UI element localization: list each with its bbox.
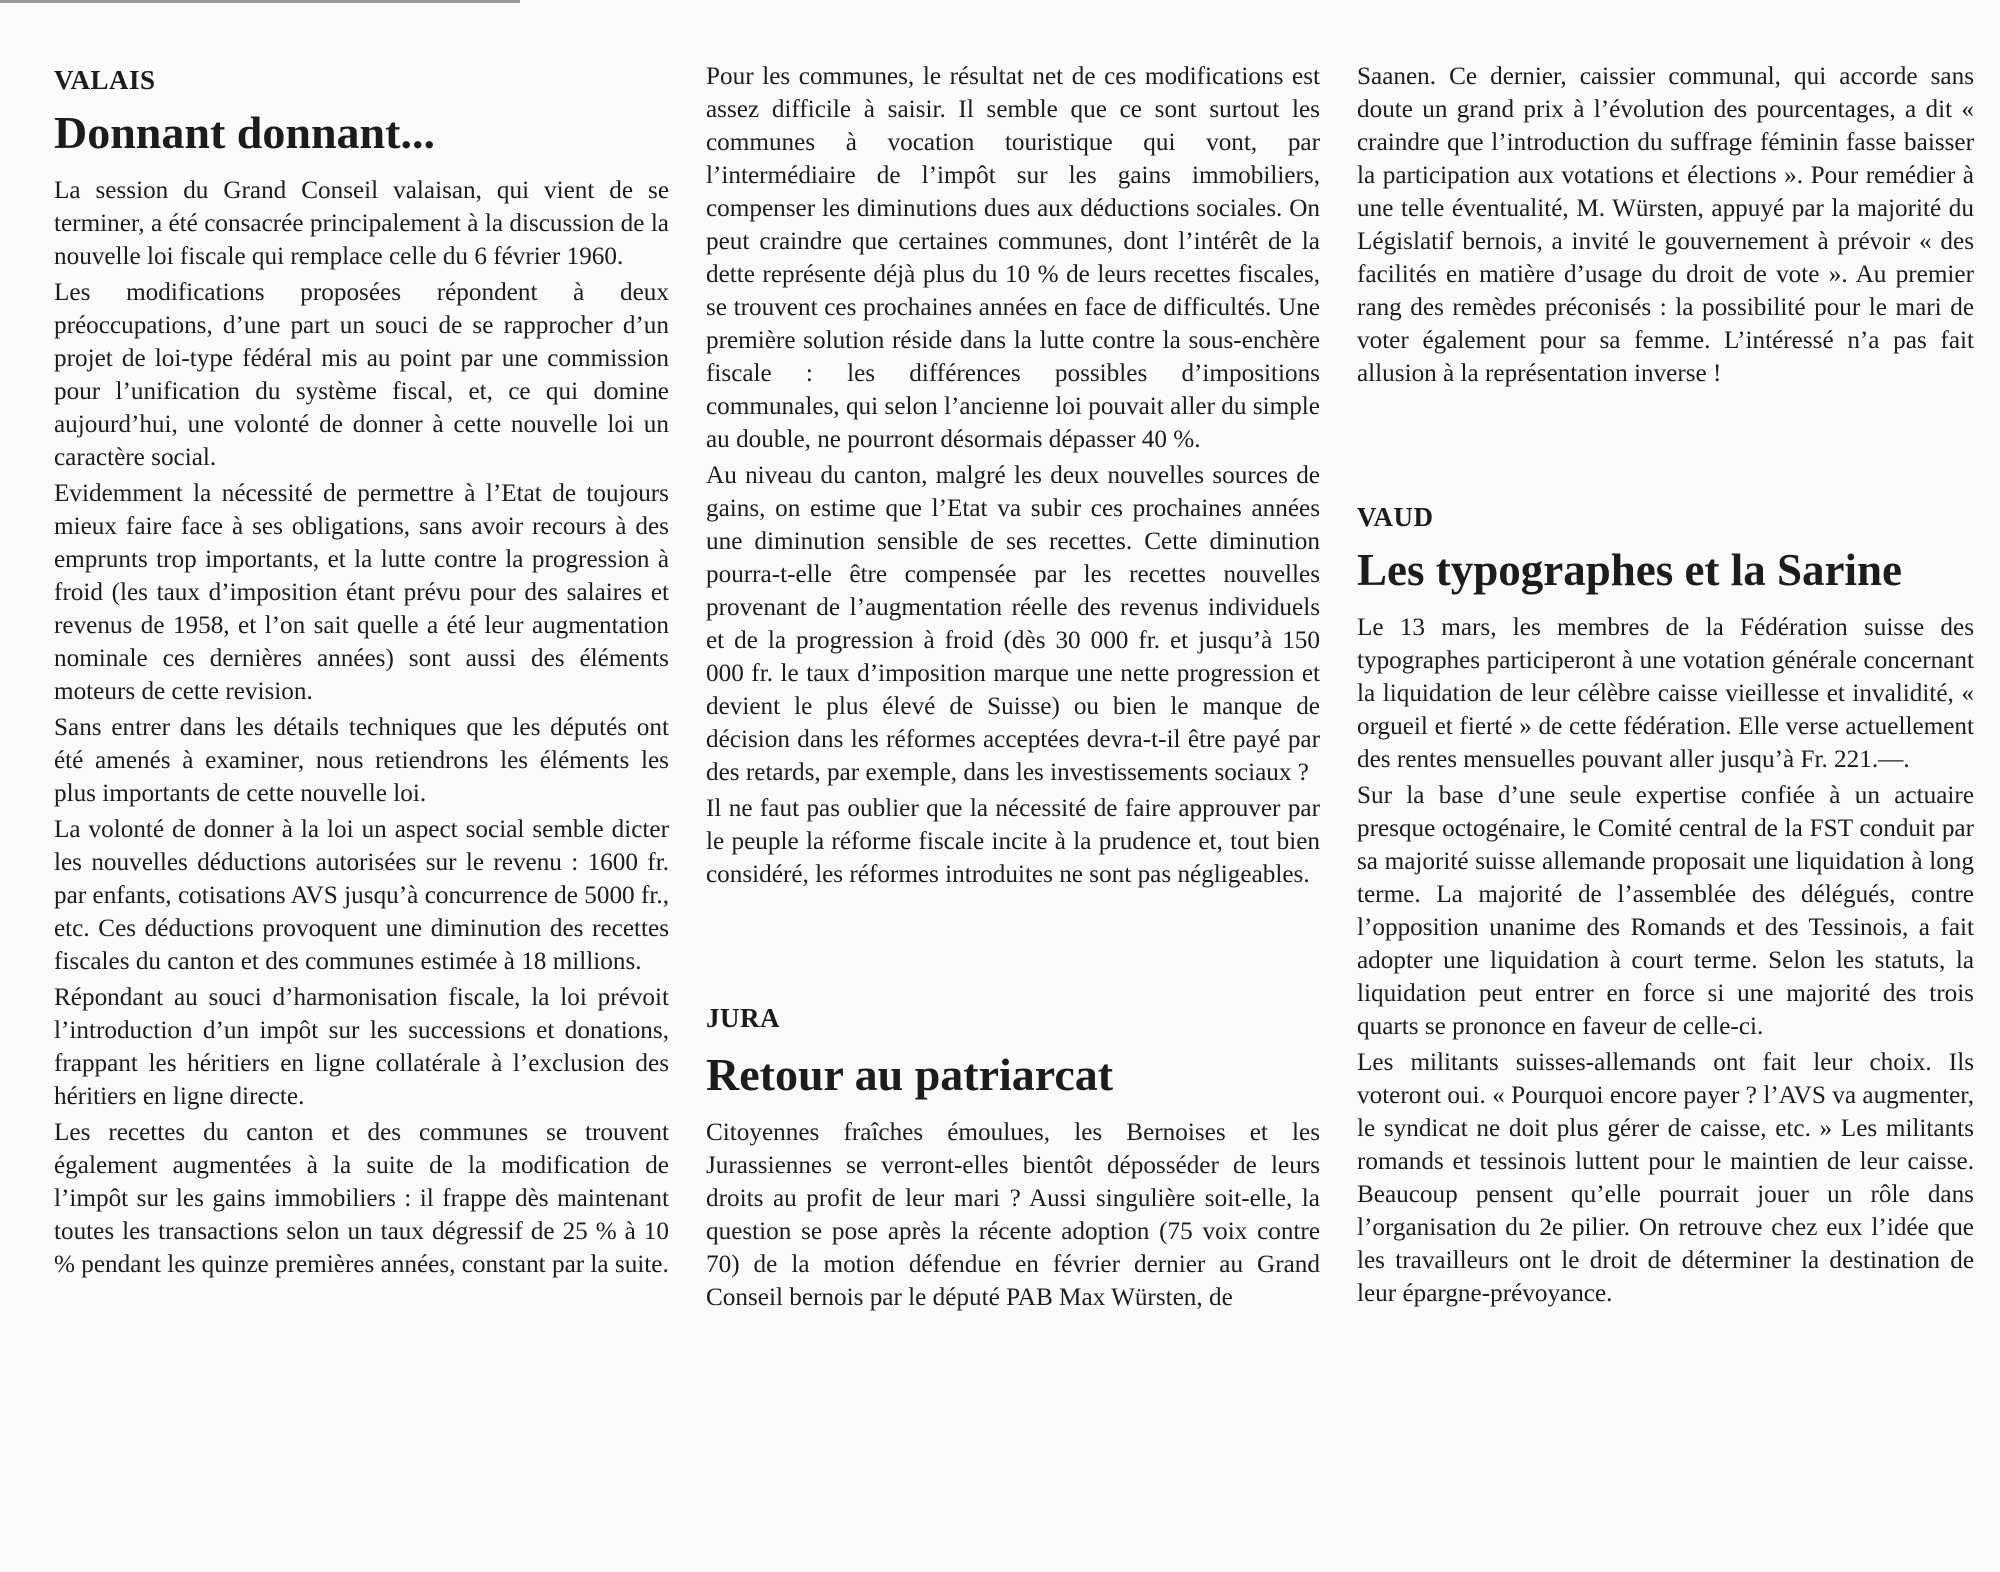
valais-paragraph-7: Les recettes du canton et des communes se trouvent également augmentées à la suite de la modification de l’impôt sur les gains immobiliers : il frappe dès maintenant toutes les transactions selon un taux dégressif de 25 % à 10 % pendant les quinze premières années, constant par la suite. (54, 1119, 669, 1278)
valais-paragraph-9: Au niveau du canton, malgré les deux nouvelles sources de gains, on estime que l’Etat va subir ces prochaines années une diminution sensible de ses recettes. Cette diminution pourra-t-elle être compensée par les recettes nouvelles provenant de l’augmentation réelle des revenus individuels et de la progression à froid (dès 30 000 fr. et jusqu’à 150 000 fr. le taux d’imposition marque une nette progression et devient le plus élevé de Suisse) ou bien le manque de décision dans les réformes acceptées devra-t-il être payé par des retards, par exemple, dans les investissements sociaux ? (706, 462, 1320, 786)
column-gap (1357, 393, 1974, 497)
valais-paragraph-10: Il ne faut pas oublier que la nécessité de faire approuver par le peuple la réforme fiscale incite à la prudence et, tout bien considéré, les réformes introduites ne sont pas négligeables. (706, 795, 1320, 888)
valais-paragraph-4: Sans entrer dans les détails techniques que les députés ont été amenés à examiner, nous retiendrons les éléments les plus importants de cette nouvelle loi. (54, 714, 669, 807)
top-rule (0, 0, 520, 3)
valais-paragraph-6: Répondant au souci d’harmonisation fiscale, la loi prévoit l’introduction d’un impôt sur les successions et donations, frappant les héritiers en ligne collatérale à l’exclusion des héritiers en ligne directe. (54, 984, 669, 1110)
valais-paragraph-5: La volonté de donner à la loi un aspect social semble dicter les nouvelles déductions autorisées sur le revenu : 1600 fr. par enfants, cotisations AVS jusqu’à concurrence de 5000 fr., etc. Ces déductions provoquent une diminution des recettes fiscales du canton et des communes estimée à 18 millions. (54, 816, 669, 975)
valais-paragraph-1: La session du Grand Conseil valaisan, qui vient de se terminer, a été consacrée principalement à la discussion de la nouvelle loi fiscale qui remplace celle du 6 février 1960. (54, 177, 669, 270)
vaud-paragraph-3: Les militants suisses-allemands ont fait leur choix. Ils voteront oui. « Pourquoi encore payer ? l’AVS va augmenter, le syndicat ne doit plus gérer de caisse, etc. » Les militants romands et tessinois luttent pour le maintien de leur caisse. Beaucoup pensent qu’elle pourrait jouer un rôle dans l’organisation du 2e pilier. On retrouve chez eux l’idée que les travailleurs ont le droit de déterminer la destination de leur épargne-prévoyance. (1357, 1049, 1974, 1307)
jura-paragraph-1-part-1: Citoyennes fraîches émoulues, les Bernoises et les Jurassiennes se verront-elles bientôt déposséder de leurs droits au profit de leur mari ? Aussi singulière soit-elle, la question se pose après la récente adoption (75 voix contre 70) de la motion défendue en février dernier au Grand Conseil bernois par le député PAB Max Würsten, de (706, 1119, 1320, 1311)
article-kicker-valais: VALAIS (54, 65, 156, 95)
column-gap (706, 894, 1320, 998)
valais-paragraph-3: Evidemment la nécessité de permettre à l’Etat de toujours mieux faire face à ses obligations, sans avoir recours à des emprunts trop importants, et la lutte contre la progression à froid (les taux d’imposition étant prévu pour des salaires et revenus de 1958, et l’on sait quelle a été leur augmentation nominale ces dernières années) sont aussi des éléments moteurs de cette revision. (54, 480, 669, 705)
article-kicker-jura: JURA (706, 1003, 780, 1033)
vaud-paragraph-2: Sur la base d’une seule expertise confiée à un actuaire presque octogénaire, le Comité central de la FST conduit par sa majorité suisse allemande proposait une liquidation à long terme. La majorité de l’assemblée des délégués, contre l’opposition unanime des Romands et des Tessinois, a fait adopter une liquidation à court terme. Selon les statuts, la liquidation peut entrer en force si une majorité des trois quarts se prononce en faveur de celle-ci. (1357, 782, 1974, 1040)
column-2 (706, 60, 1320, 1317)
vaud-paragraph-1: Le 13 mars, les membres de la Fédération suisse des typographes participeront à une votation générale concernant la liquidation de leur célèbre caisse vieillesse et invalidité, « orgueil et fierté » de cette fédération. Elle verse actuellement des rentes mensuelles pouvant aller jusqu’à Fr. 221.—. (1357, 614, 1974, 773)
valais-paragraph-2: Les modifications proposées répondent à deux préoccupations, d’une part un souci de se rapprocher d’un projet de loi-type fédéral mis au point par une commission pour l’unification du système fiscal, et, ce qui domine aujourd’hui, une volonté de donner à cette nouvelle loi un caractère social. (54, 279, 669, 471)
valais-paragraph-8: Pour les communes, le résultat net de ces modifications est assez difficile à saisir. Il semble que ce sont surtout les communes à vocation touristique qui vont, par l’intermédiaire de l’impôt sur les gains immobiliers, compenser les diminutions dues aux déductions sociales. On peut craindre que certaines communes, dont l’intérêt de la dette représente déjà plus du 10 % de leurs recettes fiscales, se trouvent ces prochaines années en face de difficultés. Une première solution réside dans la lutte contre la sous-enchère fiscale : les différences possibles d’impositions communales, qui selon l’ancienne loi pouvait aller du simple au double, ne pourront désormais dépasser 40 %. (706, 63, 1320, 453)
article-headline-jura: Retour au patriarcat (706, 1049, 1114, 1100)
article-headline-vaud: Les typographes et la Sarine (1357, 545, 1902, 595)
column-3 (1357, 60, 1974, 1313)
jura-paragraph-1-part-2: Saanen. Ce dernier, caissier communal, qui accorde sans doute un grand prix à l’évolution des pourcentages, a dit « craindre que l’introduction du suffrage féminin fasse baisser la participation aux votations et élections ». Pour remédier à une telle éventualité, M. Würsten, appuyé par la majorité du Législatif bernois, a invité le gouvernement à prévoir « des facilités en matière d’usage du droit de vote ». Au premier rang des remèdes préconisés : la possibilité pour le mari de voter également pour sa femme. L’intéressé n’a pas fait allusion à la représentation inverse ! (1357, 63, 1974, 387)
column-1 (54, 60, 669, 1284)
article-headline-valais: Donnant donnant... (54, 107, 435, 158)
article-kicker-vaud: VAUD (1357, 502, 1434, 532)
